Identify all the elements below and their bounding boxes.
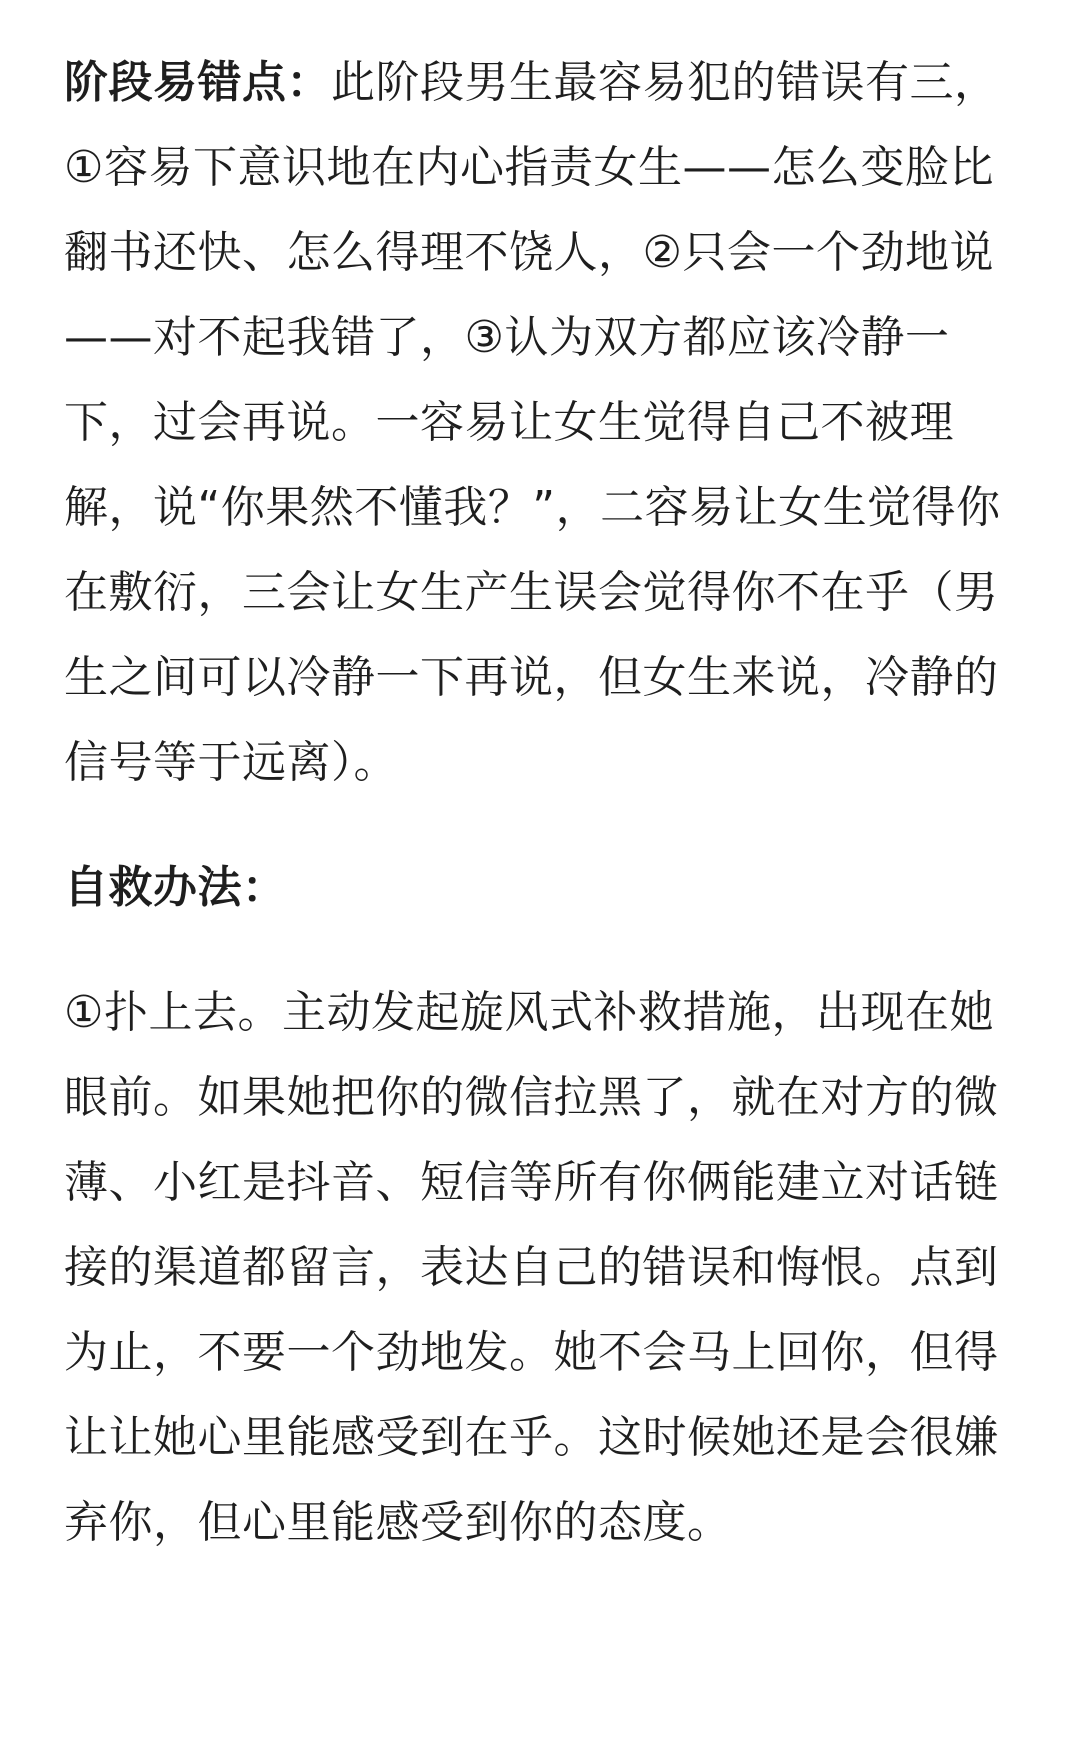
mistakes-heading: 阶段易错点： xyxy=(64,57,331,108)
mistakes-body: 此阶段男生最容易犯的错误有三，①容易下意识地在内心指责女生——怎么变脸比翻书还快、怎么得理不饶人，②只会一个劲地说——对不起我错了，③认为双方都应该冷静一下，过会再说。一容易让女生觉得自己不被理解，说“你果然不懂我？”，二容易让女生觉得你在敷衍，三会让女生产生误会觉得你不在乎（男生之间可以冷静一下再说，但女生来说，冷静的信号等于远离）。 xyxy=(64,57,1001,788)
self-rescue-paragraph: ①扑上去。主动发起旋风式补救措施，出现在她眼前。如果她把你的微信拉黑了，就在对方的微薄、小红是抖音、短信等所有你俩能建立对话链接的渠道都留言，表达自己的错误和悔恨。点到为止，不要一个劲地发。她不会马上回你，但得让让她心里能感受到在乎。这时候她还是会很嫌弃你，但心里能感受到你的态度。 xyxy=(64,987,999,1548)
mistakes-paragraph xyxy=(64,40,1014,805)
self-rescue-heading: 自救办法： xyxy=(64,862,287,913)
article-content xyxy=(64,40,1014,1565)
